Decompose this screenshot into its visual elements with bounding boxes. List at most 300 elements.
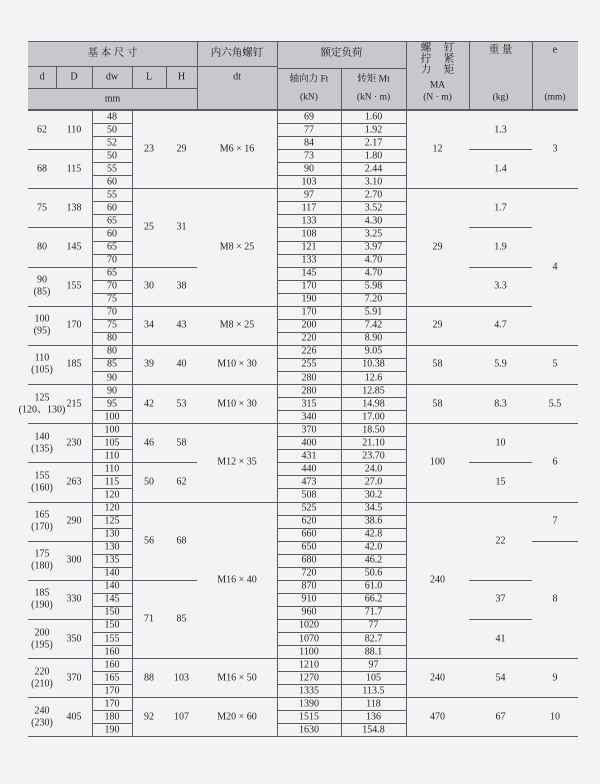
span-line <box>406 502 469 503</box>
cell-torque: 3.52 <box>364 202 383 214</box>
row-line <box>277 697 406 698</box>
span-line <box>532 384 578 385</box>
cell-axial-force: 226 <box>301 345 317 357</box>
cell-dw: 100 <box>104 424 120 436</box>
cell-axial-force: 1020 <box>299 619 319 631</box>
row-line <box>277 136 406 137</box>
grid-line <box>197 66 277 67</box>
span-line <box>469 267 532 268</box>
cell-H: 53 <box>176 398 187 410</box>
cell-weight: 1.7 <box>494 202 507 214</box>
span-line <box>132 502 197 503</box>
cell-axial-force: 1100 <box>299 646 319 658</box>
cell-screw: M20 × 60 <box>217 711 257 723</box>
span-line <box>469 306 532 307</box>
cell-dw: 100 <box>104 411 120 423</box>
cell-D: 185 <box>66 358 82 370</box>
cell-d: 125 <box>34 392 50 404</box>
header-dw: dw <box>105 71 119 83</box>
cell-axial-force: 508 <box>301 489 317 501</box>
cell-torque: 1.80 <box>364 150 383 162</box>
cell-d-alt: (105) <box>31 364 53 376</box>
row-line <box>277 606 406 607</box>
cell-dw: 125 <box>104 515 120 527</box>
cell-D: 170 <box>66 319 82 331</box>
cell-weight: 54 <box>495 672 506 684</box>
group-line <box>28 423 92 424</box>
cell-D: 330 <box>66 593 82 605</box>
cell-d-alt: (135) <box>31 443 53 455</box>
cell-dw: 90 <box>107 372 117 384</box>
cell-torque: 12.6 <box>364 372 383 384</box>
cell-torque: 105 <box>366 672 381 684</box>
cell-dw: 60 <box>107 228 117 240</box>
cell-weight: 1.4 <box>494 163 507 175</box>
cell-H: 103 <box>174 672 189 684</box>
group-line <box>28 541 92 542</box>
cell-axial-force: 1630 <box>299 724 319 736</box>
span-line <box>469 619 532 620</box>
row-line <box>277 580 406 581</box>
span-line <box>197 502 277 503</box>
cell-axial-force: 73 <box>304 150 314 162</box>
cell-torque: 42.0 <box>364 541 383 553</box>
cell-dw: 170 <box>104 685 120 697</box>
row-line <box>277 384 406 385</box>
row-line <box>277 475 406 476</box>
cell-axial-force: 200 <box>301 319 317 331</box>
cell-axial-force: 1335 <box>299 685 319 697</box>
cell-axial-force: 870 <box>301 580 317 592</box>
cell-d-alt: (180) <box>31 560 53 572</box>
cell-axial-force: 190 <box>301 293 317 305</box>
cell-tightening-torque: 29 <box>432 241 443 253</box>
span-line <box>197 423 277 424</box>
cell-tightening-torque: 240 <box>430 672 445 684</box>
row-line <box>277 462 406 463</box>
header-basic-dims: 基 本 尺 寸 <box>87 47 138 59</box>
cell-weight: 10 <box>495 437 506 449</box>
cell-dw: 75 <box>107 293 117 305</box>
cell-D: 138 <box>66 202 82 214</box>
row-line <box>277 593 406 594</box>
cell-d-alt: (190) <box>31 599 53 611</box>
cell-d: 175 <box>34 548 50 560</box>
cell-torque: 97 <box>368 659 379 671</box>
row-line <box>277 541 406 542</box>
group-line <box>28 697 92 698</box>
header-torque: 转矩 Mt <box>357 74 390 85</box>
cell-L: 23 <box>144 143 154 155</box>
cell-torque: 46.2 <box>364 554 383 566</box>
row-line <box>277 502 406 503</box>
cell-axial-force: 680 <box>301 554 317 566</box>
group-line <box>28 658 92 659</box>
cell-torque: 1.92 <box>364 124 383 136</box>
cell-screw: M8 × 25 <box>219 241 255 253</box>
cell-torque: 118 <box>366 698 381 710</box>
cell-screw: M16 × 40 <box>217 574 257 586</box>
row-line <box>277 332 406 333</box>
span-line <box>532 658 578 659</box>
header-screw-torque-char: 螺 <box>420 42 432 54</box>
span-line <box>132 423 197 424</box>
grid-line <box>28 88 197 89</box>
span-line <box>406 345 469 346</box>
cell-torque: 21.10 <box>362 437 385 449</box>
row-line <box>277 254 406 255</box>
span-line <box>132 462 197 463</box>
span-line <box>469 149 532 150</box>
header-top-line <box>28 41 578 42</box>
cell-torque: 42.8 <box>364 528 383 540</box>
cell-dw: 150 <box>104 619 120 631</box>
cell-dw: 150 <box>104 606 120 618</box>
header-e: e <box>552 44 558 56</box>
header-axial-unit: (kN) <box>300 92 318 103</box>
cell-dw: 140 <box>104 567 120 579</box>
header-screw-torque-char: 拧 <box>420 53 432 65</box>
row-line <box>277 423 406 424</box>
cell-torque: 5.91 <box>364 306 383 318</box>
cell-dw: 135 <box>104 554 120 566</box>
grid-line <box>197 41 198 110</box>
cell-dw: 50 <box>107 124 117 136</box>
cell-weight: 41 <box>495 633 506 645</box>
span-line <box>469 697 532 698</box>
row-line <box>277 201 406 202</box>
cell-dw: 115 <box>104 476 120 488</box>
cell-axial-force: 90 <box>304 163 314 175</box>
group-line <box>28 345 92 346</box>
row-line <box>277 267 406 268</box>
cell-torque: 2.70 <box>364 189 383 201</box>
cell-torque: 88.1 <box>364 646 383 658</box>
span-line <box>532 345 578 346</box>
row-line <box>277 410 406 411</box>
cell-tightening-torque: 12 <box>432 143 443 155</box>
cell-L: 92 <box>144 711 154 723</box>
span-line <box>469 423 532 424</box>
cell-H: 58 <box>176 437 187 449</box>
span-line <box>197 384 277 385</box>
cell-d: 165 <box>34 509 50 521</box>
cell-tightening-torque: 58 <box>432 358 443 370</box>
cell-d-alt: (210) <box>31 678 53 690</box>
row-line <box>277 567 406 568</box>
row-line <box>277 671 406 672</box>
cell-torque: 12.85 <box>362 385 385 397</box>
cell-d: 220 <box>34 666 50 678</box>
grid-line <box>132 66 133 88</box>
cell-H: 38 <box>176 280 187 292</box>
row-line <box>277 632 406 633</box>
cell-torque: 2.17 <box>364 137 383 149</box>
cell-torque: 23.70 <box>362 450 385 462</box>
cell-d: 140 <box>34 431 50 443</box>
row-line <box>277 371 406 372</box>
cell-torque: 1.60 <box>364 111 383 123</box>
cell-d: 240 <box>34 705 50 717</box>
cell-torque: 3.97 <box>364 241 383 253</box>
cell-axial-force: 69 <box>304 111 314 123</box>
header-mm: mm <box>104 93 121 105</box>
header-weight-unit: (kg) <box>492 92 509 103</box>
cell-H: 85 <box>176 613 187 625</box>
cell-D: 405 <box>66 711 82 723</box>
cell-axial-force: 77 <box>304 124 314 136</box>
grid-line <box>469 41 470 110</box>
cell-dw: 50 <box>107 150 117 162</box>
cell-weight: 15 <box>495 476 506 488</box>
cell-weight: 37 <box>495 593 506 605</box>
header-rated-load: 额定负荷 <box>320 47 363 59</box>
cell-dw: 55 <box>107 189 117 201</box>
span-line <box>406 384 469 385</box>
cell-L: 50 <box>144 476 154 488</box>
cell-screw: M10 × 30 <box>217 398 257 410</box>
cell-e: 7 <box>552 515 558 527</box>
cell-axial-force: 133 <box>301 254 317 266</box>
span-line <box>197 697 277 698</box>
header-screw-torque-char: 钉 <box>443 42 455 54</box>
cell-H: 68 <box>176 535 187 547</box>
cell-axial-force: 220 <box>301 332 317 344</box>
span-line <box>132 697 197 698</box>
header-screw-torque-char: 紧 <box>443 53 455 65</box>
cell-e: 4 <box>552 261 558 273</box>
row-line <box>277 710 406 711</box>
span-line <box>469 384 532 385</box>
cell-dw: 160 <box>104 659 120 671</box>
cell-torque: 30.2 <box>364 489 383 501</box>
cell-L: 88 <box>144 672 154 684</box>
grid-line <box>406 41 407 110</box>
header-screw-torque-char: 矩 <box>443 64 455 76</box>
row-line <box>277 214 406 215</box>
cell-axial-force: 170 <box>301 306 317 318</box>
cell-dw: 52 <box>107 137 117 149</box>
cell-L: 25 <box>144 221 154 233</box>
cell-axial-force: 145 <box>301 267 317 279</box>
cell-axial-force: 660 <box>301 528 317 540</box>
cell-axial-force: 170 <box>301 280 317 292</box>
span-line <box>132 658 197 659</box>
header-weight: 重 量 <box>488 44 513 56</box>
cell-dw: 155 <box>104 633 120 645</box>
cell-axial-force: 121 <box>301 241 317 253</box>
span-line <box>469 658 532 659</box>
cell-torque: 18.50 <box>362 424 385 436</box>
cell-D: 263 <box>66 476 82 488</box>
cell-d: 62 <box>37 124 47 136</box>
span-line <box>406 423 469 424</box>
grid-line <box>56 66 57 88</box>
group-line <box>28 619 92 620</box>
cell-tightening-torque: 100 <box>430 456 445 468</box>
cell-torque: 34.5 <box>364 502 383 514</box>
cell-dw: 165 <box>104 672 120 684</box>
span-line <box>532 541 578 542</box>
grid-line <box>532 41 533 110</box>
row-line <box>277 554 406 555</box>
group-line <box>28 227 92 228</box>
cell-axial-force: 103 <box>301 176 317 188</box>
cell-e: 5.5 <box>548 398 562 410</box>
cell-torque: 10.38 <box>362 358 385 370</box>
cell-D: 230 <box>66 437 82 449</box>
cell-L: 39 <box>144 358 154 370</box>
cell-D: 350 <box>66 633 82 645</box>
group-line <box>28 384 92 385</box>
cell-dw: 145 <box>104 593 120 605</box>
row-line <box>277 515 406 516</box>
cell-torque: 61.0 <box>364 580 383 592</box>
cell-dw: 75 <box>107 319 117 331</box>
cell-axial-force: 431 <box>301 450 317 462</box>
header-H: H <box>177 71 186 83</box>
cell-axial-force: 400 <box>301 437 317 449</box>
cell-H: 43 <box>176 319 187 331</box>
cell-torque: 14.98 <box>362 398 385 410</box>
cell-dw: 65 <box>107 267 117 279</box>
group-line <box>28 462 92 463</box>
row-line <box>277 123 406 124</box>
table-bottom-line <box>28 736 578 737</box>
cell-torque: 113.5 <box>362 685 385 697</box>
cell-axial-force: 108 <box>301 228 317 240</box>
row-line <box>277 175 406 176</box>
cell-weight: 1.3 <box>494 124 507 136</box>
cell-weight: 3.3 <box>494 280 507 292</box>
grid-line <box>341 68 342 110</box>
cell-D: 215 <box>66 398 82 410</box>
cell-d: 90 <box>37 274 47 286</box>
cell-tightening-torque: 29 <box>432 319 443 331</box>
row-line <box>277 306 406 307</box>
cell-dw: 160 <box>104 646 120 658</box>
row-line <box>277 162 406 163</box>
cell-d-alt: (230) <box>31 717 53 729</box>
header-D: D <box>70 71 78 83</box>
span-line <box>469 462 532 463</box>
cell-dw: 110 <box>104 450 120 462</box>
cell-dw: 85 <box>107 358 117 370</box>
header-L: L <box>145 71 153 83</box>
row-line <box>277 293 406 294</box>
cell-axial-force: 97 <box>304 189 314 201</box>
cell-dw: 120 <box>104 502 120 514</box>
group-line <box>28 149 92 150</box>
grid-line <box>92 66 93 88</box>
cell-dw: 90 <box>107 385 117 397</box>
cell-axial-force: 133 <box>301 215 317 227</box>
cell-axial-force: 910 <box>301 593 317 605</box>
cell-torque: 4.70 <box>364 267 383 279</box>
cell-axial-force: 525 <box>301 502 317 514</box>
cell-d: 80 <box>37 241 47 253</box>
cell-screw: M6 × 16 <box>219 143 255 155</box>
cell-torque: 154.8 <box>362 724 385 736</box>
cell-axial-force: 1515 <box>299 711 319 723</box>
cell-H: 29 <box>176 143 187 155</box>
row-line <box>277 645 406 646</box>
cell-e: 10 <box>550 711 560 723</box>
cell-d: 110 <box>34 352 50 364</box>
cell-D: 155 <box>66 280 82 292</box>
cell-dw: 55 <box>107 163 117 175</box>
span-line <box>406 658 469 659</box>
cell-D: 145 <box>66 241 82 253</box>
span-line <box>406 188 469 189</box>
cell-dw: 170 <box>104 698 120 710</box>
cell-screw: M8 × 25 <box>219 319 255 331</box>
cell-torque: 3.10 <box>364 176 383 188</box>
span-line <box>132 384 197 385</box>
cell-axial-force: 650 <box>301 541 317 553</box>
cell-torque: 17.00 <box>362 411 385 423</box>
cell-L: 30 <box>144 280 154 292</box>
cell-torque: 8.90 <box>364 332 383 344</box>
cell-axial-force: 620 <box>301 515 317 527</box>
header-axial-force: 轴向力 Ft <box>289 74 329 85</box>
cell-torque: 82.7 <box>364 633 383 645</box>
span-line <box>469 580 532 581</box>
span-line <box>469 188 532 189</box>
cell-d: 200 <box>34 627 50 639</box>
cell-torque: 24.0 <box>364 463 383 475</box>
header-ds: dt <box>233 71 241 83</box>
cell-torque: 71.7 <box>364 606 383 618</box>
cell-d-alt: (195) <box>31 639 53 651</box>
cell-dw: 110 <box>104 463 120 475</box>
span-line <box>406 306 469 307</box>
cell-axial-force: 473 <box>301 476 317 488</box>
cell-H: 31 <box>176 221 187 233</box>
cell-torque: 136 <box>366 711 381 723</box>
cell-H: 40 <box>176 358 187 370</box>
row-line <box>277 397 406 398</box>
cell-d-alt: (95) <box>33 325 51 337</box>
cell-d: 68 <box>37 163 47 175</box>
cell-axial-force: 1390 <box>299 698 319 710</box>
cell-torque: 4.70 <box>364 254 383 266</box>
cell-dw: 95 <box>107 398 117 410</box>
row-line <box>277 619 406 620</box>
cell-axial-force: 720 <box>301 567 317 579</box>
cell-torque: 5.98 <box>364 280 383 292</box>
cell-tightening-torque: 240 <box>430 574 445 586</box>
cell-weight: 4.7 <box>494 319 507 331</box>
cell-D: 110 <box>66 124 82 136</box>
cell-d: 155 <box>34 470 50 482</box>
cell-screw: M16 × 50 <box>217 672 257 684</box>
cell-dw: 70 <box>107 306 117 318</box>
cell-axial-force: 84 <box>304 137 314 149</box>
header-hex-screw: 内六角螺钉 <box>210 47 264 59</box>
header-torque-unit: (kN · m) <box>356 92 391 103</box>
cell-axial-force: 370 <box>301 424 317 436</box>
cell-axial-force: 1210 <box>299 659 319 671</box>
cell-dw: 190 <box>104 724 120 736</box>
span-line <box>197 188 277 189</box>
cell-torque: 3.25 <box>364 228 383 240</box>
cell-e: 9 <box>552 672 558 684</box>
row-line <box>277 528 406 529</box>
cell-H: 62 <box>176 476 187 488</box>
cell-dw: 70 <box>107 254 117 266</box>
cell-weight: 22 <box>495 535 506 547</box>
